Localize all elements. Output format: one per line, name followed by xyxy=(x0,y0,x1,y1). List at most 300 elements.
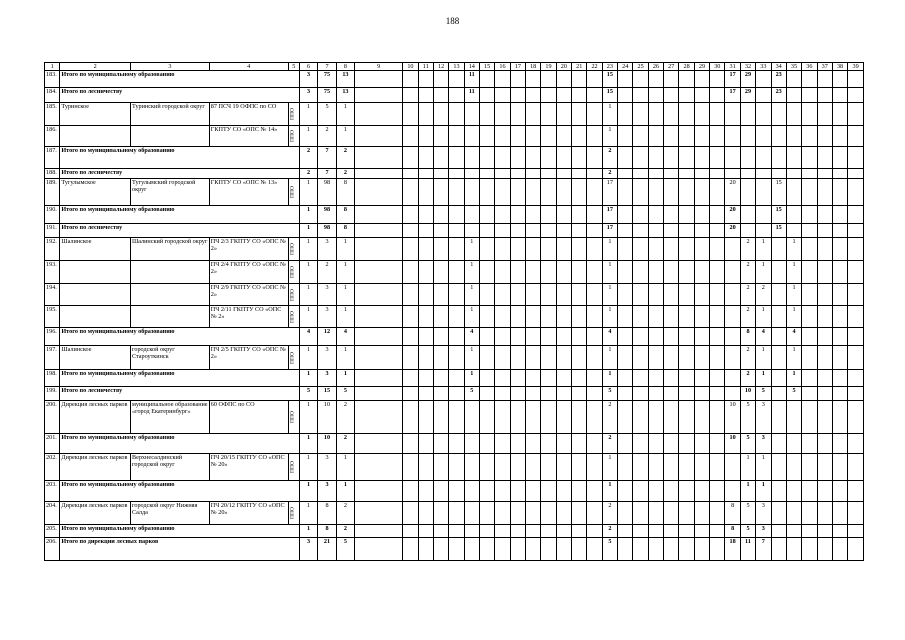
value-cell: 5 xyxy=(740,502,755,525)
column-header: 38 xyxy=(832,63,847,71)
value-cell xyxy=(802,169,817,179)
value-cell: 1 xyxy=(299,481,317,502)
value-cell: 2 xyxy=(740,346,755,370)
value-cell xyxy=(802,454,817,481)
value-cell xyxy=(694,454,709,481)
value-cell xyxy=(832,71,847,88)
column-header: 26 xyxy=(648,63,663,71)
value-cell: 5 xyxy=(299,387,317,401)
value-cell xyxy=(817,401,832,434)
value-cell xyxy=(433,401,448,434)
column-header: 14 xyxy=(464,63,479,71)
value-cell xyxy=(633,224,648,238)
value-cell: 15 xyxy=(318,387,336,401)
value-cell xyxy=(464,147,479,169)
value-cell xyxy=(572,238,587,261)
unit-type-cell: ППО xyxy=(288,346,299,370)
value-cell: 2 xyxy=(740,238,755,261)
value-cell xyxy=(832,346,847,370)
unit-cell: ПЧ 2/3 ГКПТУ СО «ОПС № 2» xyxy=(209,238,288,261)
value-cell: 5 xyxy=(740,401,755,434)
value-cell xyxy=(510,224,525,238)
value-cell xyxy=(403,481,418,502)
value-cell xyxy=(587,346,602,370)
table-row xyxy=(45,238,864,261)
value-cell xyxy=(679,103,694,126)
value-cell xyxy=(418,328,433,346)
value-cell: 3 xyxy=(318,306,336,328)
value-cell xyxy=(526,454,541,481)
value-cell xyxy=(817,525,832,538)
value-cell xyxy=(526,103,541,126)
value-cell xyxy=(449,538,464,561)
value-cell xyxy=(832,538,847,561)
value-cell xyxy=(572,401,587,434)
value-cell xyxy=(587,525,602,538)
value-cell xyxy=(541,525,556,538)
value-cell: 1 xyxy=(299,401,317,434)
value-cell xyxy=(526,328,541,346)
value-cell xyxy=(694,169,709,179)
value-cell xyxy=(526,284,541,306)
value-cell xyxy=(710,525,725,538)
value-cell: 15 xyxy=(602,88,617,103)
value-cell xyxy=(648,454,663,481)
value-cell xyxy=(848,387,864,401)
municipality-cell: Шалинский городской округ xyxy=(130,238,209,261)
value-cell xyxy=(664,454,679,481)
forestry-cell xyxy=(60,126,131,147)
value-cell xyxy=(648,103,663,126)
value-cell xyxy=(771,401,786,434)
value-cell xyxy=(355,88,403,103)
value-cell: 1 xyxy=(602,284,617,306)
total-label: Итого по муниципальному образованию xyxy=(60,328,300,346)
value-cell xyxy=(572,525,587,538)
value-cell xyxy=(694,147,709,169)
value-cell xyxy=(771,103,786,126)
value-cell xyxy=(572,434,587,454)
value-cell: 3 xyxy=(318,238,336,261)
value-cell xyxy=(694,387,709,401)
value-cell xyxy=(694,126,709,147)
value-cell xyxy=(771,434,786,454)
row-number: 190. xyxy=(45,206,60,224)
value-cell xyxy=(541,370,556,387)
value-cell xyxy=(479,224,494,238)
value-cell: 1 xyxy=(602,370,617,387)
value-cell xyxy=(526,224,541,238)
value-cell xyxy=(817,179,832,206)
value-cell xyxy=(725,370,740,387)
value-cell xyxy=(464,224,479,238)
value-cell xyxy=(495,502,510,525)
value-cell: 7 xyxy=(318,147,336,169)
value-cell xyxy=(694,306,709,328)
value-cell xyxy=(633,538,648,561)
value-cell xyxy=(418,88,433,103)
value-cell xyxy=(848,401,864,434)
value-cell xyxy=(510,454,525,481)
unit-cell: ПЧ 20/15 ГКПТУ СО «ОПС № 20» xyxy=(209,454,288,481)
value-cell xyxy=(433,88,448,103)
value-cell xyxy=(464,179,479,206)
value-cell xyxy=(694,346,709,370)
value-cell xyxy=(648,525,663,538)
value-cell xyxy=(740,206,755,224)
value-cell xyxy=(756,169,771,179)
value-cell: 2 xyxy=(756,284,771,306)
value-cell xyxy=(664,103,679,126)
value-cell xyxy=(403,538,418,561)
value-cell xyxy=(433,206,448,224)
value-cell xyxy=(355,306,403,328)
value-cell xyxy=(802,238,817,261)
value-cell xyxy=(479,238,494,261)
value-cell: 1 xyxy=(299,179,317,206)
value-cell xyxy=(694,103,709,126)
value-cell xyxy=(495,306,510,328)
value-cell xyxy=(633,238,648,261)
column-header: 6 xyxy=(299,63,317,71)
value-cell xyxy=(664,261,679,284)
total-row xyxy=(45,328,864,346)
value-cell: 5 xyxy=(464,387,479,401)
value-cell xyxy=(479,370,494,387)
value-cell xyxy=(510,103,525,126)
value-cell: 1 xyxy=(786,306,801,328)
value-cell xyxy=(556,538,571,561)
value-cell xyxy=(418,206,433,224)
value-cell xyxy=(633,434,648,454)
value-cell xyxy=(572,261,587,284)
value-cell xyxy=(817,370,832,387)
value-cell xyxy=(556,387,571,401)
value-cell xyxy=(479,502,494,525)
value-cell xyxy=(802,538,817,561)
value-cell xyxy=(556,71,571,88)
column-header: 18 xyxy=(526,63,541,71)
value-cell xyxy=(710,147,725,169)
unit-cell: 60 ОФПС по СО xyxy=(209,401,288,434)
value-cell xyxy=(725,481,740,502)
value-cell xyxy=(848,71,864,88)
value-cell xyxy=(648,238,663,261)
value-cell: 1 xyxy=(299,454,317,481)
value-cell xyxy=(541,401,556,434)
value-cell: 1 xyxy=(336,481,354,502)
value-cell: 11 xyxy=(464,88,479,103)
value-cell xyxy=(418,284,433,306)
column-header: 4 xyxy=(209,63,288,71)
total-row xyxy=(45,434,864,454)
value-cell xyxy=(618,328,633,346)
value-cell xyxy=(633,88,648,103)
value-cell xyxy=(587,126,602,147)
value-cell xyxy=(802,88,817,103)
value-cell xyxy=(464,169,479,179)
value-cell: 8 xyxy=(336,179,354,206)
value-cell xyxy=(587,387,602,401)
value-cell xyxy=(679,328,694,346)
value-cell xyxy=(403,434,418,454)
value-cell xyxy=(403,238,418,261)
value-cell xyxy=(694,401,709,434)
value-cell xyxy=(587,328,602,346)
value-cell xyxy=(618,481,633,502)
value-cell: 2 xyxy=(336,502,354,525)
value-cell xyxy=(556,179,571,206)
value-cell: 1 xyxy=(336,284,354,306)
municipality-cell xyxy=(130,261,209,284)
value-cell xyxy=(495,206,510,224)
value-cell xyxy=(526,306,541,328)
value-cell xyxy=(786,401,801,434)
value-cell xyxy=(786,147,801,169)
row-number: 189. xyxy=(45,179,60,206)
value-cell: 1 xyxy=(464,346,479,370)
value-cell: 1 xyxy=(299,224,317,238)
value-cell xyxy=(510,538,525,561)
value-cell: 2 xyxy=(602,525,617,538)
value-cell xyxy=(756,71,771,88)
value-cell xyxy=(664,179,679,206)
forestry-cell: Туринское xyxy=(60,103,131,126)
value-cell: 1 xyxy=(336,261,354,284)
value-cell xyxy=(633,328,648,346)
value-cell xyxy=(802,525,817,538)
forestry-cell xyxy=(60,306,131,328)
value-cell xyxy=(510,147,525,169)
value-cell xyxy=(572,306,587,328)
value-cell xyxy=(403,502,418,525)
row-number: 183. xyxy=(45,71,60,88)
value-cell: 1 xyxy=(602,103,617,126)
value-cell xyxy=(664,538,679,561)
value-cell xyxy=(541,206,556,224)
value-cell xyxy=(510,387,525,401)
column-header: 22 xyxy=(587,63,602,71)
table-row xyxy=(45,306,864,328)
forestry-cell xyxy=(60,261,131,284)
value-cell xyxy=(771,261,786,284)
value-cell xyxy=(526,370,541,387)
value-cell: 4 xyxy=(336,328,354,346)
value-cell xyxy=(541,284,556,306)
value-cell: 2 xyxy=(299,169,317,179)
value-cell: 2 xyxy=(740,261,755,284)
value-cell xyxy=(433,103,448,126)
value-cell xyxy=(433,387,448,401)
value-cell: 1 xyxy=(299,346,317,370)
municipality-cell: Туринский городской округ xyxy=(130,103,209,126)
value-cell xyxy=(449,169,464,179)
value-cell xyxy=(633,169,648,179)
value-cell xyxy=(526,387,541,401)
value-cell xyxy=(756,103,771,126)
value-cell xyxy=(802,284,817,306)
value-cell xyxy=(694,502,709,525)
value-cell xyxy=(495,284,510,306)
value-cell xyxy=(633,387,648,401)
value-cell xyxy=(418,306,433,328)
value-cell: 2 xyxy=(602,169,617,179)
value-cell xyxy=(771,481,786,502)
table-row xyxy=(45,346,864,370)
value-cell xyxy=(679,179,694,206)
value-cell xyxy=(433,238,448,261)
value-cell xyxy=(817,346,832,370)
value-cell xyxy=(510,88,525,103)
value-cell xyxy=(710,224,725,238)
value-cell xyxy=(618,454,633,481)
value-cell xyxy=(832,224,847,238)
value-cell xyxy=(710,328,725,346)
table-row xyxy=(45,261,864,284)
value-cell xyxy=(556,306,571,328)
total-row xyxy=(45,525,864,538)
value-cell: 8 xyxy=(318,502,336,525)
value-cell xyxy=(479,179,494,206)
value-cell xyxy=(664,525,679,538)
value-cell xyxy=(433,454,448,481)
value-cell xyxy=(572,502,587,525)
value-cell xyxy=(618,434,633,454)
column-header: 2 xyxy=(60,63,131,71)
value-cell xyxy=(756,224,771,238)
value-cell xyxy=(464,454,479,481)
value-cell xyxy=(418,261,433,284)
value-cell xyxy=(587,454,602,481)
value-cell xyxy=(756,179,771,206)
data-table xyxy=(44,62,864,561)
value-cell: 2 xyxy=(740,370,755,387)
value-cell xyxy=(802,370,817,387)
value-cell xyxy=(556,206,571,224)
value-cell xyxy=(556,454,571,481)
value-cell xyxy=(848,306,864,328)
value-cell xyxy=(817,284,832,306)
row-number: 200. xyxy=(45,401,60,434)
table-row xyxy=(45,401,864,434)
value-cell xyxy=(418,126,433,147)
value-cell xyxy=(587,261,602,284)
value-cell: 17 xyxy=(602,224,617,238)
value-cell xyxy=(802,346,817,370)
value-cell xyxy=(694,238,709,261)
value-cell: 20 xyxy=(725,224,740,238)
column-header: 9 xyxy=(355,63,403,71)
value-cell xyxy=(710,481,725,502)
value-cell xyxy=(541,481,556,502)
row-number: 203. xyxy=(45,481,60,502)
value-cell: 2 xyxy=(318,126,336,147)
value-cell xyxy=(556,525,571,538)
value-cell xyxy=(541,179,556,206)
value-cell xyxy=(526,238,541,261)
value-cell: 3 xyxy=(318,346,336,370)
value-cell xyxy=(355,538,403,561)
value-cell xyxy=(832,179,847,206)
value-cell xyxy=(802,261,817,284)
value-cell: 1 xyxy=(336,346,354,370)
row-number: 185. xyxy=(45,103,60,126)
value-cell xyxy=(355,206,403,224)
value-cell xyxy=(618,370,633,387)
value-cell xyxy=(786,224,801,238)
value-cell xyxy=(449,179,464,206)
value-cell: 1 xyxy=(786,370,801,387)
value-cell xyxy=(832,238,847,261)
unit-cell: 87 ПСЧ 19 ОФПС по СО xyxy=(209,103,288,126)
column-header: 20 xyxy=(556,63,571,71)
value-cell xyxy=(832,306,847,328)
value-cell xyxy=(848,328,864,346)
forestry-cell: Дирекция лесных парков xyxy=(60,502,131,525)
value-cell xyxy=(479,169,494,179)
value-cell xyxy=(479,306,494,328)
value-cell xyxy=(725,261,740,284)
value-cell: 3 xyxy=(299,71,317,88)
value-cell xyxy=(694,261,709,284)
value-cell xyxy=(694,525,709,538)
value-cell: 1 xyxy=(740,454,755,481)
value-cell: 98 xyxy=(318,206,336,224)
value-cell xyxy=(771,284,786,306)
value-cell: 1 xyxy=(786,261,801,284)
value-cell xyxy=(664,169,679,179)
value-cell xyxy=(495,387,510,401)
value-cell xyxy=(679,481,694,502)
value-cell xyxy=(725,169,740,179)
value-cell xyxy=(495,538,510,561)
value-cell xyxy=(355,434,403,454)
value-cell xyxy=(495,88,510,103)
value-cell xyxy=(710,179,725,206)
value-cell: 10 xyxy=(318,434,336,454)
value-cell xyxy=(618,238,633,261)
value-cell xyxy=(495,224,510,238)
value-cell: 1 xyxy=(602,306,617,328)
table-row xyxy=(45,454,864,481)
row-number: 204. xyxy=(45,502,60,525)
value-cell xyxy=(740,224,755,238)
total-label: Итого по дирекции лесных парков xyxy=(60,538,300,561)
value-cell xyxy=(510,502,525,525)
value-cell: 23 xyxy=(771,88,786,103)
value-cell xyxy=(556,126,571,147)
value-cell xyxy=(710,502,725,525)
value-cell xyxy=(817,261,832,284)
value-cell xyxy=(433,525,448,538)
value-cell xyxy=(802,401,817,434)
value-cell xyxy=(832,206,847,224)
value-cell xyxy=(633,370,648,387)
value-cell xyxy=(572,346,587,370)
value-cell xyxy=(771,147,786,169)
value-cell xyxy=(464,206,479,224)
value-cell xyxy=(848,525,864,538)
value-cell xyxy=(679,88,694,103)
value-cell: 1 xyxy=(336,126,354,147)
value-cell: 1 xyxy=(786,284,801,306)
value-cell: 1 xyxy=(464,261,479,284)
value-cell xyxy=(664,126,679,147)
municipality-cell: городской округ Нижняя Салда xyxy=(130,502,209,525)
value-cell: 15 xyxy=(771,179,786,206)
value-cell: 1 xyxy=(602,346,617,370)
unit-type-cell: ППО xyxy=(288,261,299,284)
